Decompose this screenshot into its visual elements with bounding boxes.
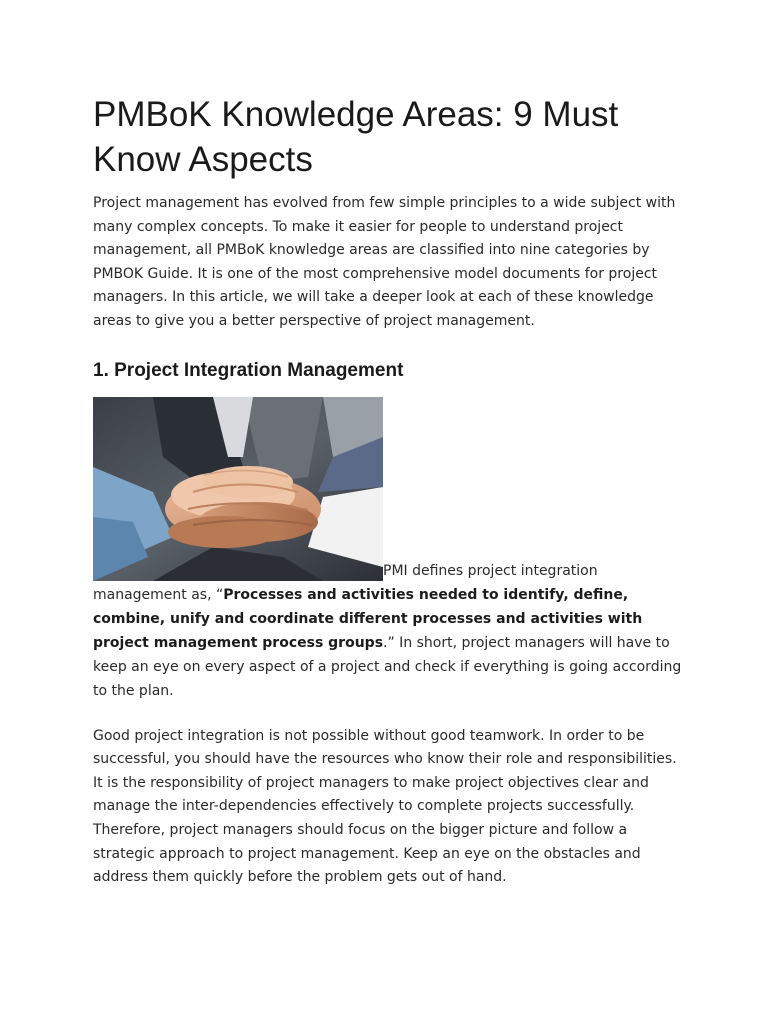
definition-text-end: .” In short, project managers will have to keep an eye on every aspect of a project and check if everything is going according to the plan. — [93, 634, 682, 699]
page-title: PMBoK Knowledge Areas: 9 Must Know Aspects — [93, 95, 619, 179]
teamwork-paragraph: Good project integration is not possible without good teamwork. In order to be successful, you should have the resources who know their role and responsibilities. It is the responsibility of project managers to make project objectives clear and manage the inter-dependencies effectively to complete projects successfully. Therefore, project managers should focus on the bigger picture and follow a strategic approach to project management. Keep an eye on the obstacles and address them quickly before the problem gets out of hand. — [93, 727, 677, 886]
definition-text-start: PMI defines project integration management as, “ — [93, 562, 598, 603]
definition-quote: Processes and activities needed to identify, define, combine, unify and coordinate different processes and activities with project management process groups — [93, 586, 643, 651]
teamwork-hands-photo — [93, 397, 383, 581]
integration-definition-paragraph — [93, 397, 683, 703]
section-heading: 1. Project Integration Management — [93, 359, 404, 381]
intro-paragraph: Project management has evolved from few simple principles to a wide subject with many complex concepts. To make it easier for people to understand project management, all PMBoK knowledge areas are classified into nine categories by PMBOK Guide. It is one of the most comprehensive model documents for project managers. In this article, we will take a deeper look at each of these knowledge areas to give you a better perspective of project management. — [93, 195, 676, 329]
article — [93, 92, 683, 890]
